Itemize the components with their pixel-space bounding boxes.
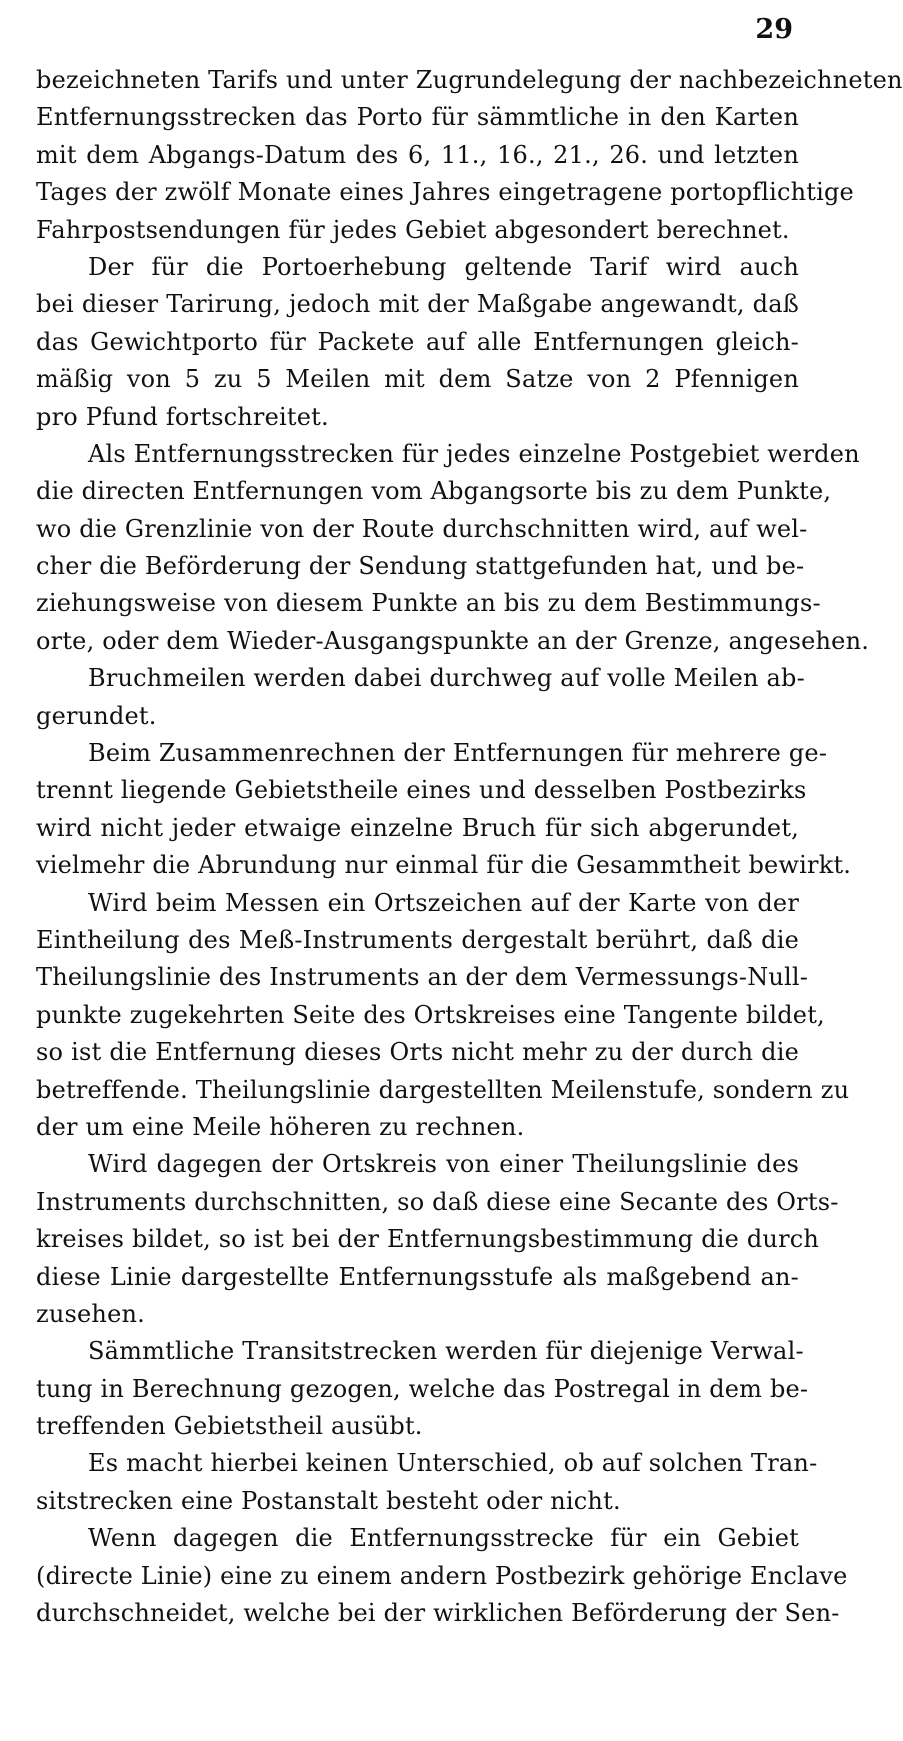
text-line: tung in Berechnung gezogen, welche das Postregal in dem be-	[36, 1374, 809, 1403]
text-line: Instruments durchschnitten, so daß diese eine Secante des Orts-	[36, 1187, 839, 1216]
text-line: (directe Linie) eine zu einem andern Postbezirk gehörige Enclave	[36, 1561, 848, 1590]
text-line: wo die Grenzlinie von der Route durchschnitten wird, auf wel-	[36, 514, 808, 543]
text-line: wird nicht jeder etwaige einzelne Bruch für sich abgerundet,	[36, 813, 799, 842]
text-line: Wenn dagegen die Entfernungsstrecke für ein Gebiet	[88, 1524, 799, 1553]
text-line: gerundet.	[36, 701, 157, 730]
page-number: 29	[755, 14, 793, 45]
text-line: treffenden Gebietstheil ausübt.	[36, 1412, 423, 1441]
text-line: Wird dagegen der Ortskreis von einer Theilungslinie des	[88, 1150, 799, 1179]
text-line: mit dem Abgangs-Datum des 6, 11., 16., 21., 26. und letzten	[36, 140, 799, 169]
text-line: Wird beim Messen ein Ortszeichen auf der Karte von der	[88, 888, 799, 917]
text-line: kreises bildet, so ist bei der Entfernungsbestimmung die durch	[36, 1225, 820, 1254]
text-line: Es macht hierbei keinen Unterschied, ob auf solchen Tran-	[88, 1449, 818, 1478]
text-line: Eintheilung des Meß-Instruments dergestalt berührt, daß die	[36, 925, 799, 954]
body-text	[36, 62, 903, 1632]
text-line: das Gewichtporto für Packete auf alle Entfernungen gleich-	[36, 327, 799, 356]
text-line: so ist die Entfernung dieses Orts nicht mehr zu der durch die	[36, 1038, 799, 1067]
text-line: Theilungslinie des Instruments an der dem Vermessungs-Null-	[36, 963, 809, 992]
text-line: sitstrecken eine Postanstalt besteht oder nicht.	[36, 1486, 621, 1515]
text-line: bezeichneten Tarifs und unter Zugrundelegung der nachbezeichneten	[36, 66, 903, 94]
text-line: Fahrpostsendungen für jedes Gebiet abgesondert berechnet.	[36, 215, 790, 244]
text-line: ziehungsweise von diesem Punkte an bis zu dem Bestimmungs-	[36, 589, 821, 618]
text-line: trennt liegende Gebietstheile eines und desselben Postbezirks	[36, 776, 807, 805]
text-line: der um eine Meile höheren zu rechnen.	[36, 1112, 525, 1141]
text-line: die directen Entfernungen vom Abgangsorte bis zu dem Punkte,	[36, 477, 832, 506]
text-line: Als Entfernungsstrecken für jedes einzelne Postgebiet werden	[88, 439, 860, 468]
text-line: Sämmtliche Transitstrecken werden für diejenige Verwal-	[88, 1337, 804, 1366]
text-line: punkte zugekehrten Seite des Ortskreises eine Tangente bildet,	[36, 1000, 825, 1029]
text-line: pro Pfund fortschreitet.	[36, 402, 329, 431]
text-line: mäßig von 5 zu 5 Meilen mit dem Satze von 2 Pfennigen	[36, 365, 799, 394]
text-line: Tages der zwölf Monate eines Jahres eingetragene portopflichtige	[36, 178, 854, 207]
text-line: Der für die Portoerhebung geltende Tarif wird auch	[88, 252, 799, 281]
text-line: Beim Zusammenrechnen der Entfernungen für mehrere ge-	[88, 739, 828, 768]
text-line: zusehen.	[36, 1299, 145, 1328]
text-line: durchschneidet, welche bei der wirklichen Beförderung der Sen-	[36, 1599, 840, 1628]
text-line: betreffende. Theilungslinie dargestellten Meilenstufe, sondern zu	[36, 1075, 850, 1104]
text-line: diese Linie dargestellte Entfernungsstufe als maßgebend an-	[36, 1262, 799, 1291]
text-line: Bruchmeilen werden dabei durchweg auf volle Meilen ab-	[88, 664, 805, 693]
text-line: vielmehr die Abrundung nur einmal für die Gesammtheit bewirkt.	[36, 851, 852, 880]
text-line: Entfernungsstrecken das Porto für sämmtliche in den Karten	[36, 103, 799, 132]
text-line: orte, oder dem Wieder-Ausgangspunkte an der Grenze, angesehen.	[36, 626, 870, 655]
text-line: cher die Beförderung der Sendung stattgefunden hat, und be-	[36, 552, 805, 581]
text-line: bei dieser Tarirung, jedoch mit der Maßgabe angewandt, daß	[36, 290, 799, 319]
